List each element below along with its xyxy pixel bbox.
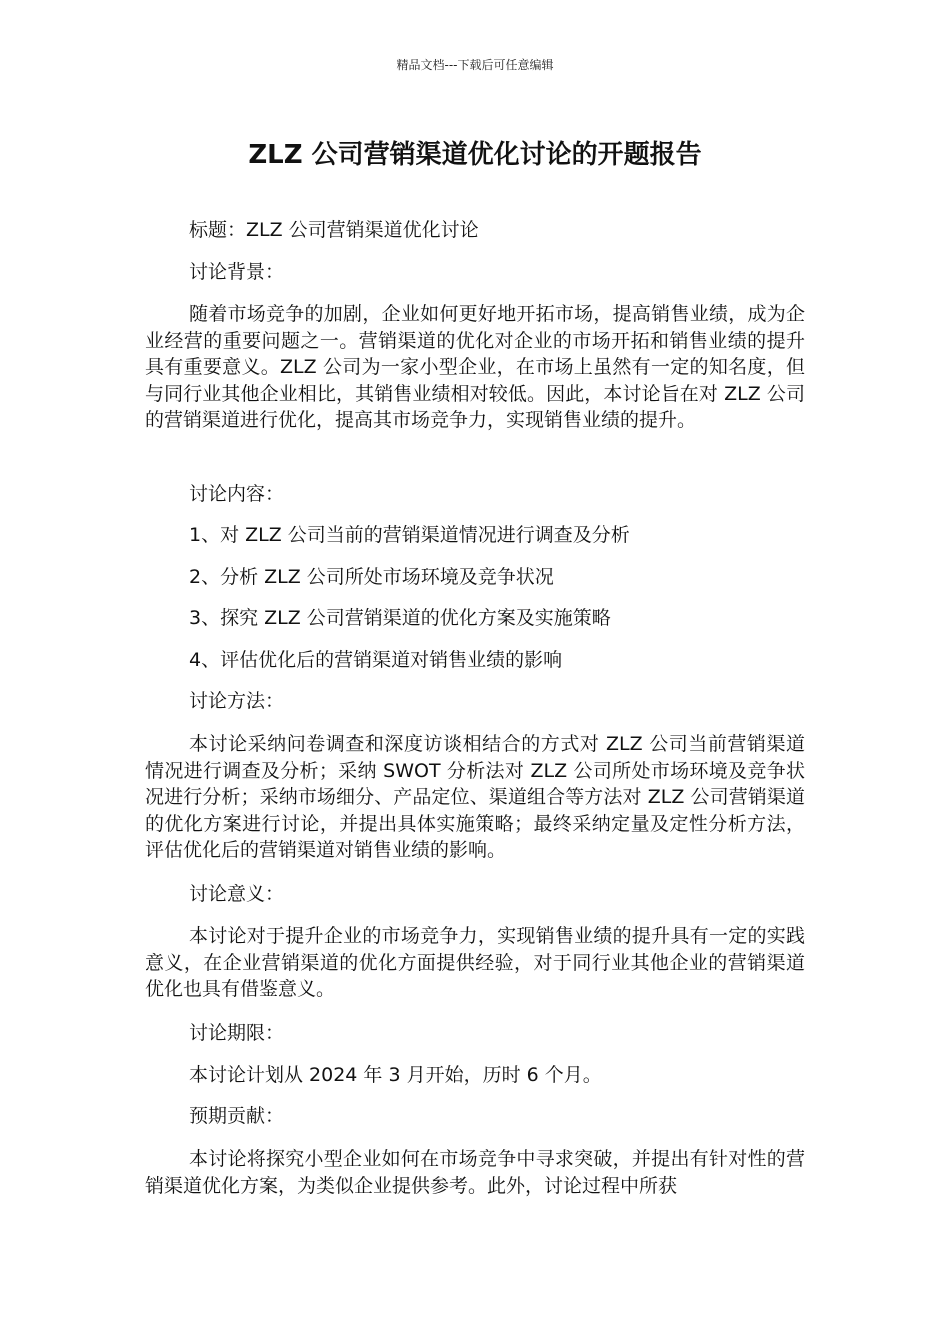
- content-heading: 讨论内容：: [189, 483, 285, 505]
- period-heading: 讨论期限：: [189, 1022, 285, 1044]
- significance-paragraph: 本讨论对于提升企业的市场竞争力，实现销售业绩的提升具有一定的实践意义，在企业营销渠道的优化方面提供经验，对于同行业其他企业的营销渠道优化也具有借鉴意义。: [145, 925, 805, 1000]
- page-header: 精品文档---下载后可任意编辑: [396, 58, 554, 72]
- content-item-2: 2、分析 ZLZ 公司所处市场环境及竞争状况: [189, 566, 554, 588]
- background-paragraph: 随着市场竞争的加剧，企业如何更好地开拓市场，提高销售业绩，成为企业经营的重要问题之一。营销渠道的优化对企业的市场开拓和销售业绩的提升具有重要意义。ZLZ 公司为一家小型企业，在市场上虽然有一定的知名度，但与同行业其他企业相比，其销售业绩相对较低。因此，本讨论旨在对 ZLZ 公司的营销渠道进行优化，提高其市场竞争力，实现销售业绩的提升。: [145, 303, 805, 431]
- subject-line: 标题：ZLZ 公司营销渠道优化讨论: [189, 219, 479, 241]
- method-paragraph: 本讨论采纳问卷调查和深度访谈相结合的方式对 ZLZ 公司当前营销渠道情况进行调查及分析；采纳 SWOT 分析法对 ZLZ 公司所处市场环境及竞争状况进行分析；采纳市场细分、产品定位、渠道组合等方法对 ZLZ 公司营销渠道的优化方案进行讨论，并提出具体实施策略；最终采纳定量及定性分析方法，评估优化后的营销渠道对销售业绩的影响。: [145, 733, 805, 861]
- method-heading: 讨论方法：: [189, 690, 285, 712]
- content-item-3: 3、探究 ZLZ 公司营销渠道的优化方案及实施策略: [189, 607, 611, 629]
- contribution-paragraph: 本讨论将探究小型企业如何在市场竞争中寻求突破，并提出有针对性的营销渠道优化方案，为类似企业提供参考。此外，讨论过程中所获: [145, 1148, 805, 1197]
- significance-heading: 讨论意义：: [189, 883, 285, 905]
- content-item-4: 4、评估优化后的营销渠道对销售业绩的影响: [189, 649, 563, 671]
- period-paragraph: 本讨论计划从 2024 年 3 月开始，历时 6 个月。: [189, 1064, 602, 1086]
- background-heading: 讨论背景：: [189, 261, 285, 283]
- content-item-1: 1、对 ZLZ 公司当前的营销渠道情况进行调查及分析: [189, 524, 630, 546]
- contribution-heading: 预期贡献：: [189, 1105, 285, 1127]
- document-title: ZLZ 公司营销渠道优化讨论的开题报告: [248, 140, 702, 170]
